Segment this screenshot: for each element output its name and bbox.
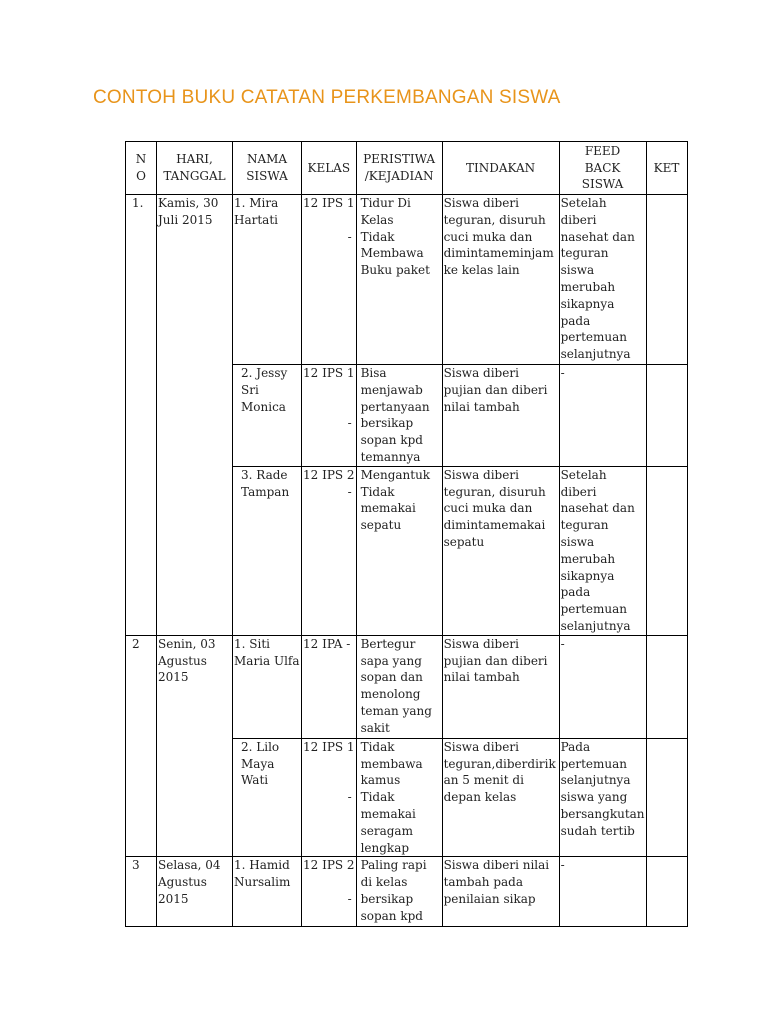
cell-feedback-siswa <box>559 195 646 365</box>
cell-nama-siswa <box>233 635 302 738</box>
cell-text-line: Sri <box>241 382 259 397</box>
cell-text-line: Kelas <box>360 212 394 227</box>
cell-text-line: kamus <box>360 773 401 788</box>
cell-text-line: di kelas <box>360 875 408 890</box>
header-hari-tanggal: HARI, TANGGAL <box>157 142 233 195</box>
header-tindakan: TINDAKAN <box>442 142 559 195</box>
cell-text-line: pada <box>560 585 591 600</box>
cell-text-line: Tampan <box>241 484 290 499</box>
cell-text-line: siswa <box>560 263 595 278</box>
cell-text-line: Bertegur <box>360 636 416 651</box>
cell-text-line: an 5 menit di <box>443 773 524 788</box>
student-progress-table <box>125 141 688 927</box>
cell-feedback-siswa <box>559 466 646 635</box>
cell-text-line: memakai <box>360 806 416 821</box>
cell-peristiwa <box>347 195 442 365</box>
cell-text-line: Membawa <box>360 246 424 261</box>
cell-text-line: penilaian sikap <box>443 891 536 906</box>
table-body <box>126 195 688 927</box>
cell-text-line: sikapnya <box>560 296 615 311</box>
table-row <box>126 635 688 738</box>
cell-text-line: nilai tambah <box>443 670 520 685</box>
cell-text-line: merubah <box>560 551 616 566</box>
cell-text-line: Pada <box>560 739 591 754</box>
cell-text-line: Nursalim <box>234 875 291 890</box>
cell-text-line: Tidak <box>360 790 395 805</box>
cell-text-line: selanjutnya <box>560 618 631 633</box>
cell-text-line: lengkap <box>360 840 410 855</box>
cell-kelas: 12 IPS 1 <box>302 365 357 467</box>
cell-text-line: menolong <box>360 687 421 702</box>
header-ket: KET <box>646 142 687 195</box>
header-kelas: KELAS <box>302 142 357 195</box>
cell-kelas: 12 IPS 2 <box>302 466 357 635</box>
cell-text-line: dimintameminjam <box>443 246 554 261</box>
cell-text-line: pujian dan diberi <box>443 382 548 397</box>
cell-text-line: Wati <box>241 773 269 788</box>
cell-no: 2 <box>126 635 157 857</box>
cell-text-line: sepatu <box>443 534 485 549</box>
cell-text-line: sapa yang <box>360 653 422 668</box>
cell-text-line: 2. Lilo <box>241 739 280 754</box>
cell-text-line: dimintamemakai <box>443 518 546 533</box>
cell-text-line: bersikap <box>360 416 414 431</box>
cell-text-line: Siswa diberi <box>443 196 519 210</box>
cell-text-line: Siswa diberi <box>443 739 519 754</box>
header-no: N O <box>126 142 157 195</box>
cell-no: 3 <box>126 857 157 927</box>
cell-text-line: cuci muka dan <box>443 229 533 244</box>
cell-feedback-siswa <box>559 365 646 467</box>
cell-text-line: diberi <box>560 484 597 499</box>
cell-text-line: - <box>560 858 565 873</box>
cell-text-line: merubah <box>560 279 616 294</box>
cell-text-line: Agustus <box>158 875 207 890</box>
cell-feedback-siswa <box>559 738 646 857</box>
cell-text-line: ke kelas lain <box>443 263 520 278</box>
cell-text-line: bersangkutan <box>560 806 645 821</box>
cell-tindakan <box>442 738 559 857</box>
cell-text-line: tambah pada <box>443 875 523 890</box>
cell-ket <box>646 466 687 635</box>
cell-peristiwa <box>347 365 442 467</box>
cell-text-line: 1. Hamid <box>234 858 290 873</box>
cell-text-line: Siswa diberi nilai <box>443 858 550 873</box>
cell-nama-siswa <box>233 738 302 857</box>
cell-peristiwa <box>347 857 442 927</box>
cell-text-line: Monica <box>241 399 286 414</box>
cell-text-line: Senin, 03 <box>158 636 216 651</box>
cell-ket <box>646 195 687 365</box>
table-row <box>126 857 688 927</box>
cell-text-line: teman yang <box>360 703 432 718</box>
cell-kelas: 12 IPA - <box>302 635 357 738</box>
cell-text-line: pertemuan <box>560 756 628 771</box>
cell-text-line: 2015 <box>158 670 189 685</box>
cell-text-line: Maya <box>241 756 275 771</box>
cell-text-line: Siswa diberi <box>443 467 519 482</box>
cell-text-line: siswa <box>560 534 595 549</box>
cell-text-line: depan kelas <box>443 790 517 805</box>
cell-tindakan <box>442 466 559 635</box>
cell-text-line: memakai <box>360 501 416 516</box>
cell-peristiwa <box>347 738 442 857</box>
header-feedback-siswa: FEED BACK SISWA <box>559 142 646 195</box>
cell-text-line: siswa yang <box>560 790 628 805</box>
cell-text-line: - <box>560 636 565 651</box>
cell-nama-siswa <box>233 365 302 467</box>
cell-feedback-siswa <box>559 857 646 927</box>
cell-text-line: pada <box>560 313 591 328</box>
cell-text-line: nasehat dan <box>560 501 635 516</box>
cell-text-line: teguran <box>560 246 609 261</box>
cell-tindakan <box>442 635 559 738</box>
cell-text-line: sakit <box>360 720 390 735</box>
bullet-dash: - <box>347 229 352 244</box>
cell-ket <box>646 857 687 927</box>
cell-nama-siswa <box>233 857 302 927</box>
cell-text-line: teguran, disuruh <box>443 212 546 227</box>
cell-text-line: sepatu <box>360 518 402 533</box>
cell-nama-siswa <box>233 466 302 635</box>
cell-no: 1. <box>126 195 157 636</box>
cell-text-line: - <box>560 366 565 380</box>
cell-text-line: Tidak <box>360 484 395 499</box>
cell-text-line: 2. Jessy <box>241 366 288 380</box>
cell-text-line: nasehat dan <box>560 229 635 244</box>
cell-text-line: Siswa diberi <box>443 636 519 651</box>
cell-text-line: pertanyaan <box>360 399 430 414</box>
bullet-dash: - <box>347 484 352 499</box>
cell-hari-tanggal <box>157 195 233 636</box>
cell-text-line: Tidak <box>360 739 395 754</box>
cell-tindakan <box>442 857 559 927</box>
cell-ket <box>646 365 687 467</box>
cell-text-line: Siswa diberi <box>443 366 519 380</box>
cell-ket <box>646 635 687 738</box>
cell-text-line: cuci muka dan <box>443 501 533 516</box>
cell-text-line: membawa <box>360 756 423 771</box>
cell-kelas: 12 IPS 1 <box>302 195 357 365</box>
cell-text-line: Buku paket <box>360 263 430 278</box>
cell-tindakan <box>442 365 559 467</box>
cell-text-line: 3. Rade <box>241 467 288 482</box>
cell-text-line: Tidak <box>360 229 395 244</box>
cell-text-line: seragam <box>360 823 413 838</box>
cell-peristiwa <box>347 466 442 635</box>
header-row <box>126 142 688 195</box>
cell-text-line: 1. Siti <box>234 636 270 651</box>
cell-text-line: Hartati <box>234 212 278 227</box>
cell-text-line: temannya <box>360 449 421 464</box>
cell-text-line: Bisa <box>360 366 387 380</box>
cell-text-line: sudah tertib <box>560 823 635 838</box>
cell-hari-tanggal <box>157 857 233 927</box>
cell-text-line: 2015 <box>158 891 189 906</box>
cell-text-line: Kamis, 30 <box>158 196 219 210</box>
cell-text-line: teguran <box>560 518 609 533</box>
page-title: CONTOH BUKU CATATAN PERKEMBANGAN SISWA <box>93 87 561 108</box>
cell-text-line: diberi <box>560 212 597 227</box>
header-peristiwa: PERISTIWA /KEJADIAN <box>356 142 442 195</box>
cell-nama-siswa <box>233 195 302 365</box>
cell-text-line: Mengantuk <box>360 467 431 482</box>
cell-ket <box>646 738 687 857</box>
cell-text-line: bersikap <box>360 891 414 906</box>
cell-text-line: Setelah <box>560 196 607 210</box>
cell-text-line: Maria Ulfa <box>234 653 300 668</box>
cell-text-line: teguran, disuruh <box>443 484 546 499</box>
cell-text-line: teguran,diberdirik <box>443 756 556 771</box>
cell-text-line: sopan kpd <box>360 908 423 923</box>
cell-text-line: Setelah <box>560 467 607 482</box>
cell-text-line: Paling rapi <box>360 858 427 873</box>
cell-text-line: pertemuan <box>560 602 628 617</box>
cell-text-line: Selasa, 04 <box>158 858 221 873</box>
cell-hari-tanggal <box>157 635 233 857</box>
cell-text-line: selanjutnya <box>560 773 631 788</box>
cell-text-line: nilai tambah <box>443 399 520 414</box>
bullet-dash: - <box>347 416 352 431</box>
cell-tindakan <box>442 195 559 365</box>
cell-feedback-siswa <box>559 635 646 738</box>
cell-text-line: Juli 2015 <box>158 212 213 227</box>
cell-text-line: sopan kpd <box>360 433 423 448</box>
cell-text-line: pertemuan <box>560 330 628 345</box>
cell-text-line: sopan dan <box>360 670 423 685</box>
cell-kelas: 12 IPS 1 <box>302 738 357 857</box>
cell-text-line: menjawab <box>360 382 423 397</box>
cell-text-line: Tidur Di <box>360 196 411 210</box>
cell-text-line: 1. Mira <box>234 196 279 210</box>
cell-text-line: Agustus <box>158 653 207 668</box>
bullet-dash: - <box>347 891 352 906</box>
cell-kelas: 12 IPS 2 <box>302 857 357 927</box>
header-nama-siswa: NAMA SISWA <box>233 142 302 195</box>
cell-peristiwa <box>356 635 442 738</box>
cell-text-line: sikapnya <box>560 568 615 583</box>
cell-text-line: pujian dan diberi <box>443 653 548 668</box>
cell-text-line: selanjutnya <box>560 347 631 362</box>
table-row <box>126 195 688 365</box>
bullet-dash: - <box>347 790 352 805</box>
